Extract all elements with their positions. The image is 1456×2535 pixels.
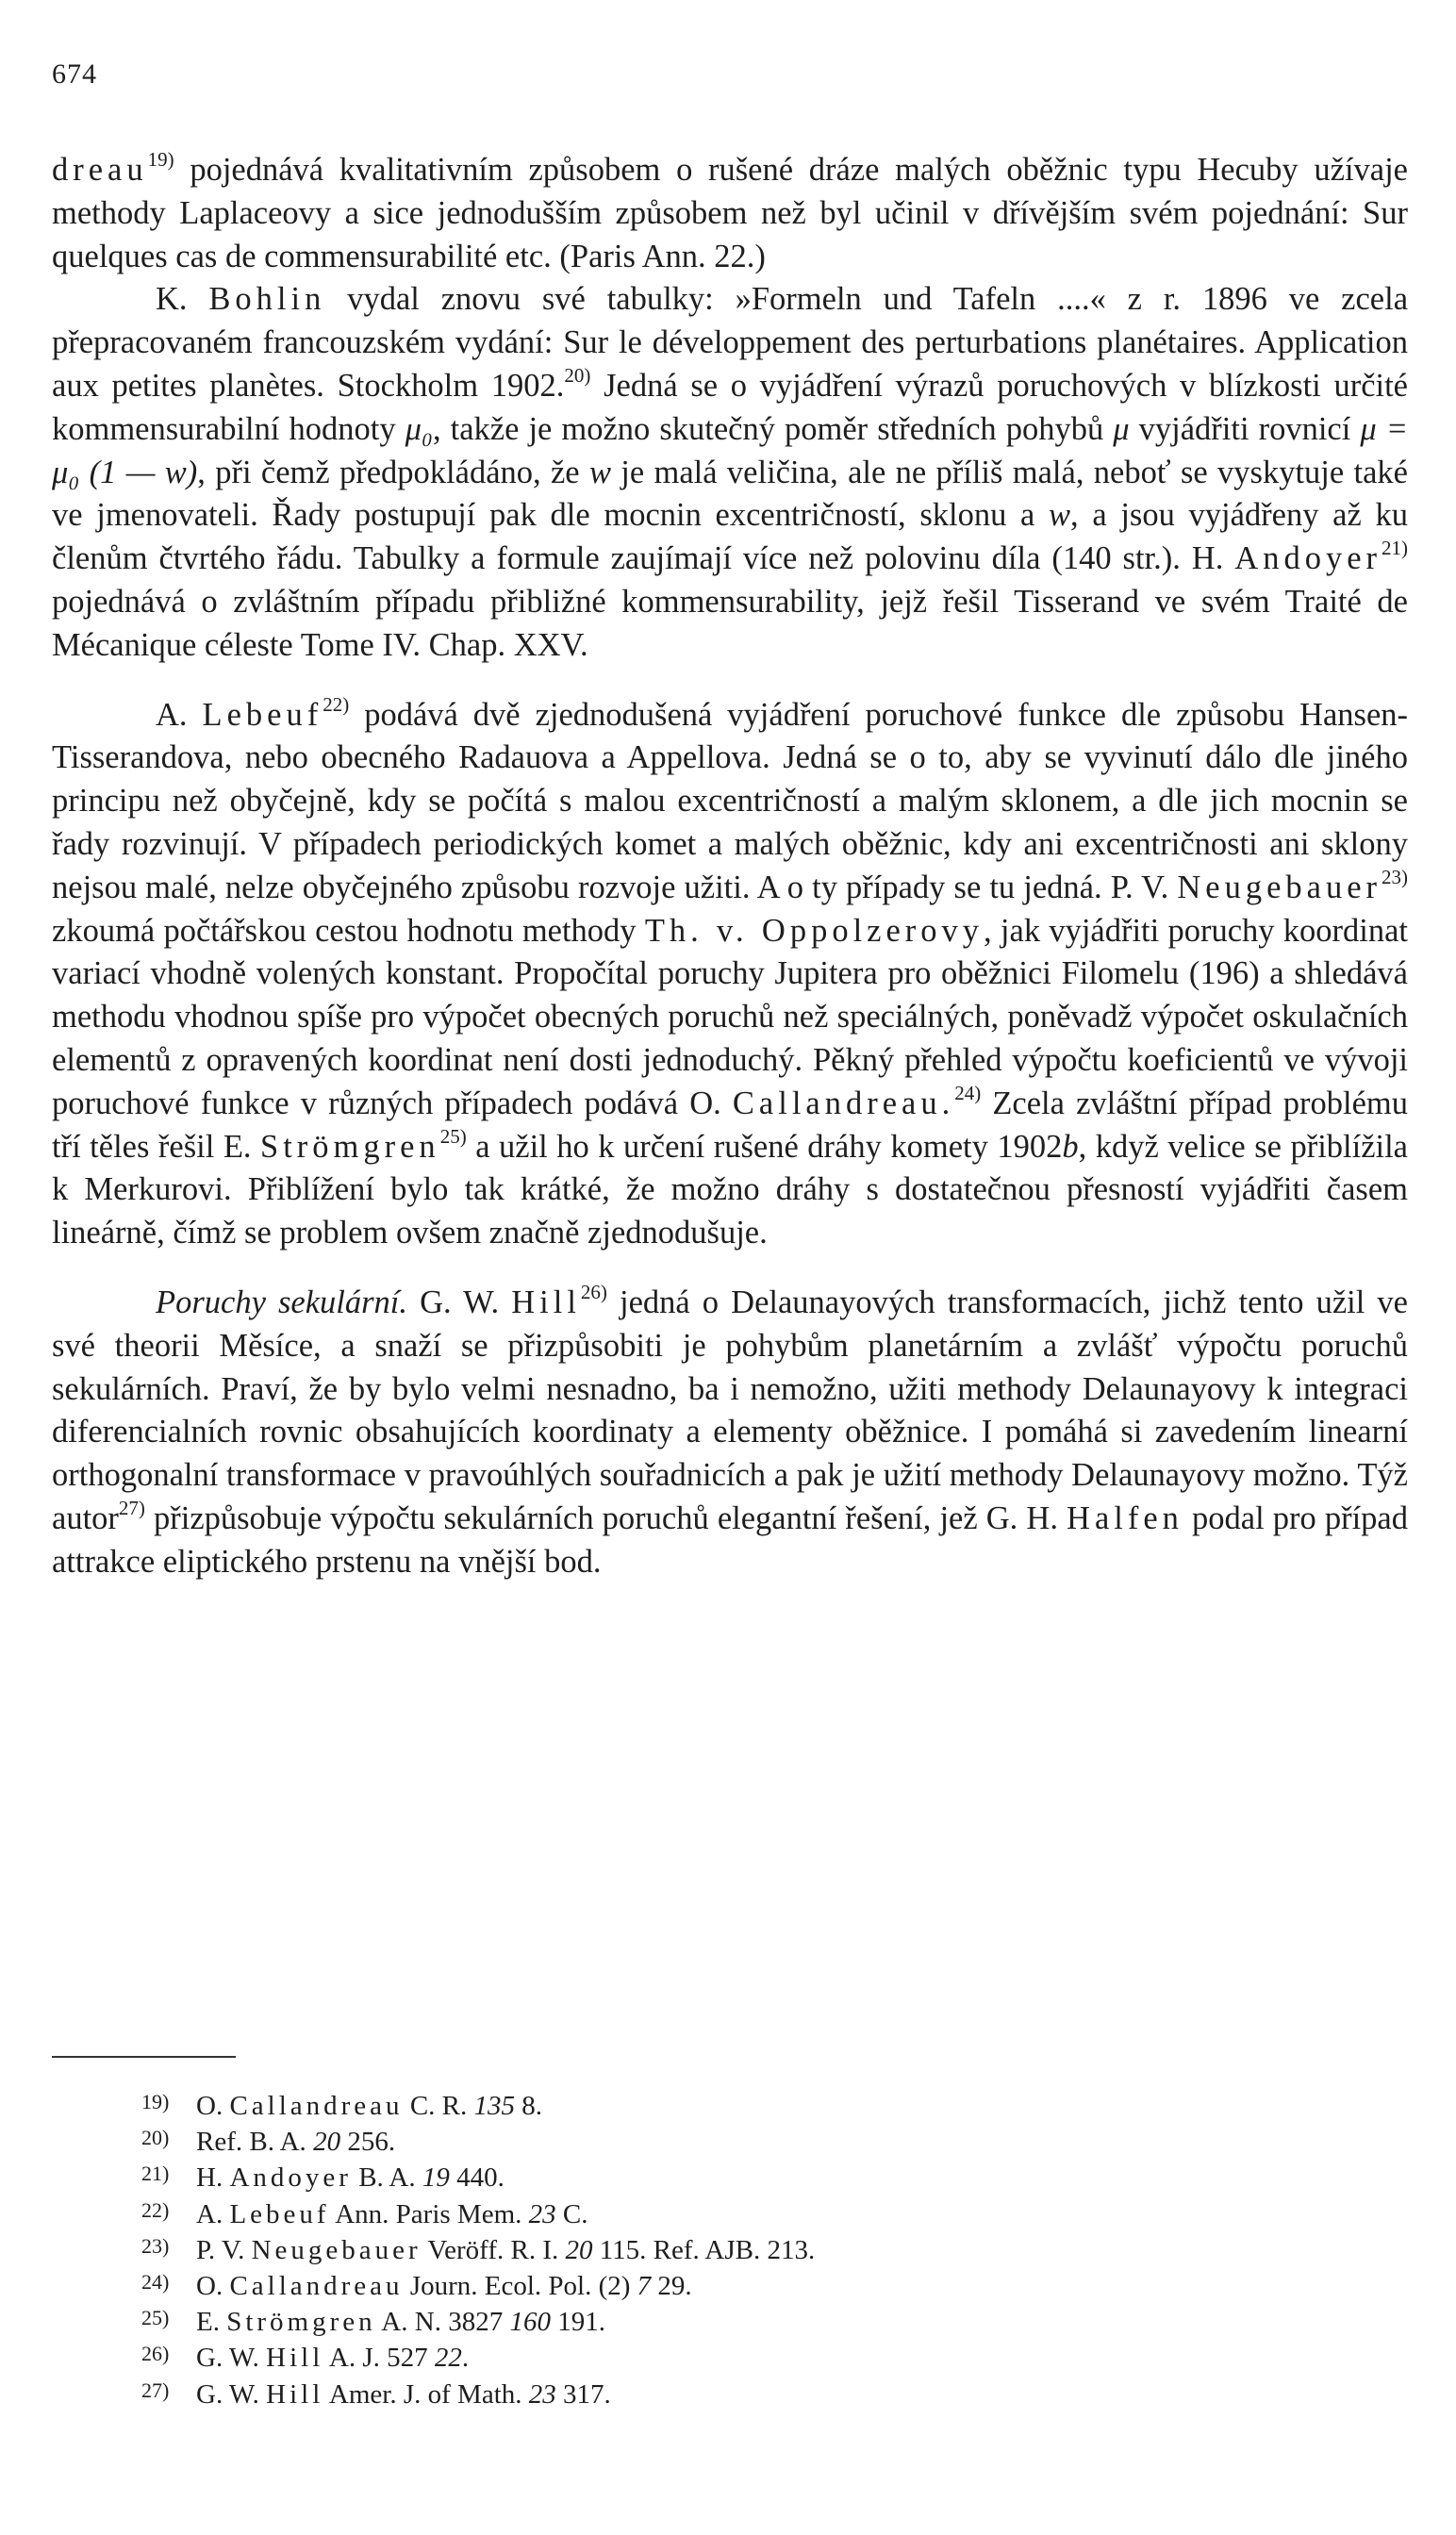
italic-text: 160 — [509, 2307, 551, 2338]
footnote — [141, 2122, 1273, 2158]
text-run: 191. — [550, 2307, 605, 2338]
footnote-mark: 20) — [141, 2126, 170, 2150]
italic-text: 135 — [473, 2091, 515, 2121]
footnote-mark: 23) — [141, 2233, 170, 2258]
text-run: 440. — [449, 2162, 505, 2194]
author-name: Hill — [266, 2378, 324, 2410]
text-run: 115. Ref. AJB. 213. — [592, 2234, 816, 2265]
footnote — [141, 2086, 1273, 2122]
author-name: Th. v. Oppolzerovy — [644, 912, 984, 949]
text-run: A. — [196, 2198, 230, 2229]
paragraph — [52, 278, 1408, 667]
text-run: , když velice se přiblížila k Merkurovi. Přiblížení bylo tak krátké, že možno dráhy s dostatečnou přesností vyjádřiti časem lineárně, čímž se problem ovšem značně zjednodušuje. — [52, 1128, 1408, 1251]
text-run: 29. — [651, 2271, 692, 2302]
text-run: 256. — [340, 2127, 396, 2158]
text-run: Journ. Ecol. Pol. (2) — [403, 2271, 637, 2302]
text-run: pojednává o zvláštním případu přibližné kommensurability, jejž řešil Tisserand ve svém Traité de Mécanique céleste Tome IV. Chap. XXV. — [52, 583, 1408, 663]
text-run: vydal znovu své tabulky: »Formeln und Tafeln ....« z r. 1896 ve zcela přepracovaném francouzském vydání: Sur le développement des perturbations planétaires. Application aux petites planètes. Stockholm 1902. — [52, 281, 1409, 404]
text-run: O. — [196, 2271, 230, 2302]
footnote-divider — [52, 2056, 236, 2058]
text-run: B. A. — [351, 2162, 422, 2194]
paragraph — [52, 694, 1408, 1255]
text-run: Amer. J. of Math. — [323, 2378, 529, 2410]
italic-text: 22 — [434, 2343, 462, 2374]
footnote-mark: 26) — [141, 2342, 170, 2366]
author-name: Strömgren — [226, 2307, 376, 2338]
text-run: podal pro případ attrakce eliptického prstenu na vnější bod. — [52, 1499, 1408, 1580]
text-run: Jedná se o vyjádření výrazů poruchových v blízkosti určité kommensurabilní hodnoty — [52, 367, 1408, 447]
footnote-mark: 19) — [141, 2090, 170, 2113]
text-run: vyjádřiti rovnicí — [1129, 410, 1361, 447]
footnote-mark: 25) — [141, 2306, 170, 2330]
text-run: podává dvě zjednodušená vyjádření poruchové funkce dle způsobu Hansen-Tisserandova, nebo obecného Radauova a Appellova. Jedná se o to, aby se vyvinutí dálo dle jiného principu než obyčejně, kdy se počítá s malou excentričností a malým sklonem, a dle jich mocnin se řady rozvinují. V případech periodických komet a malých oběžnic, kdy ani excentričnosti ani sklony nejsou malé, nelze obyčejného způsobu rozvoje užiti. A o ty případy se tu jedná. P. V. — [52, 696, 1408, 905]
text-run: A. J. 527 — [323, 2343, 435, 2374]
author-name: Halfen — [1067, 1499, 1183, 1536]
text-run: je malá veličina, ale ne příliš malá, neboť se vyskytuje také ve jmenovateli. Řady postupují pak dle mocnin excentričností, sklonu a — [52, 454, 1408, 534]
text-run: C. — [555, 2198, 588, 2229]
italic-text: μ₀ — [405, 410, 433, 447]
italic-text: 23 — [528, 2378, 556, 2410]
italic-text: b — [1062, 1128, 1079, 1165]
italic-text: w — [588, 454, 611, 490]
text-run: K. — [156, 281, 209, 318]
paragraph — [52, 1282, 1408, 1584]
footnote-ref: 25) — [439, 1124, 467, 1148]
author-name: Andoyer — [1234, 540, 1382, 577]
author-name: Strömgren — [260, 1128, 440, 1165]
footnote-mark: 22) — [141, 2197, 170, 2222]
author-name: Callandreau — [229, 2271, 404, 2302]
text-run: A. — [156, 696, 203, 733]
text-run: , takže je možno skutečný poměr středních pohybů — [432, 410, 1114, 447]
text-run: 317. — [555, 2378, 611, 2410]
text-run: E. — [196, 2307, 227, 2338]
footnote — [141, 2230, 1273, 2266]
text-run: zkoumá počtářskou cestou hodnotu methody — [52, 912, 645, 949]
footnote-mark: 24) — [141, 2270, 170, 2295]
author-name: Callandreau. — [732, 1085, 955, 1121]
text-run: jedná o Delaunayových transformacích, jichž tento užil ve své theorii Měsíce, a snaží se přizpůsobiti je pohybům planetárním a zvlášť výpočtu poruchů sekulárních. Praví, že by bylo velmi nesnadno, ba i nemožno, užiti methody Delaunayovy k integraci diferencialních rovnic obsahujících koordinaty a elementy oběžnice. I pomáhá si zavedením linearní orthogonalní transformace v pravoúhlých souřadnicích a pak je užití methody Delaunayovy možno. Týž autor — [52, 1284, 1408, 1536]
footnote-ref: 23) — [1382, 865, 1408, 888]
text-run: Zcela zvláštní případ problému tří těles řešil E. — [52, 1085, 1408, 1165]
text-run: Veröff. R. I. — [421, 2234, 566, 2265]
footnote — [141, 2375, 1273, 2411]
footnote-ref: 24) — [954, 1081, 982, 1104]
text-run: , a jsou vyjádřeny až ku členům čtvrtého řádu. Tabulky a formule zaujímají více než polovinu díla (140 str.). H. — [52, 497, 1408, 577]
author-name: dreau — [52, 152, 148, 188]
footnote-mark: 21) — [141, 2162, 170, 2186]
author-name: Hill — [266, 2343, 324, 2374]
italic-text: w — [1049, 497, 1071, 534]
footnote — [141, 2158, 1273, 2194]
page-number: 674 — [52, 58, 97, 90]
italic-text: 19 — [422, 2162, 450, 2194]
author-name: Neugebauer — [251, 2234, 422, 2265]
italic-text: Poruchy sekulární. — [156, 1284, 407, 1320]
footnote-ref: 27) — [118, 1496, 145, 1519]
footnote-ref: 21) — [1382, 537, 1408, 560]
author-name: Bohlin — [208, 281, 326, 318]
footnotes — [141, 2086, 1273, 2411]
text-run: O. — [196, 2091, 230, 2121]
body-text — [52, 149, 1408, 1584]
footnote — [141, 2195, 1273, 2230]
text-run: Ref. B. A. — [196, 2127, 314, 2158]
author-name: Hill — [511, 1284, 581, 1320]
text-run: přizpůsobuje výpočtu sekulárních poruchů elegantní řešení, jež G. H. — [144, 1499, 1067, 1536]
footnote — [141, 2338, 1273, 2374]
text-run: 8. — [515, 2091, 542, 2121]
author-name: Lebeuf — [229, 2198, 330, 2229]
italic-text: 23 — [528, 2198, 556, 2229]
text-run: Ann. Paris Mem. — [329, 2198, 529, 2229]
italic-text: μ — [1113, 410, 1130, 447]
footnote-ref: 20) — [564, 363, 591, 387]
text-run: pojednává kvalitativním způsobem o rušené dráze malých oběžnic typu Hecuby užívaje methody Laplaceovy a sice jednodušším způsobem než byl učinil v dřívějším svém pojednání: Sur quelques cas de commensurabilité etc. (Paris Ann. 22.) — [52, 152, 1408, 274]
italic-text: μ = μ₀ (1 — w) — [52, 410, 1408, 490]
footnote — [141, 2302, 1273, 2338]
author-name: Callandreau — [229, 2091, 404, 2121]
text-run: . — [461, 2343, 470, 2374]
paragraph — [52, 149, 1408, 278]
text-run: G. W. — [196, 2343, 267, 2374]
text-run: a užil ho k určení rušené dráhy komety 1902 — [466, 1128, 1063, 1165]
author-name: Andoyer — [229, 2162, 352, 2194]
italic-text: 20 — [565, 2234, 593, 2265]
italic-text: 7 — [637, 2271, 652, 2302]
text-run: , jak vyjádřiti poruchy koordinat variací vhodně volených konstant. Propočítal poruchy Jupitera pro oběžnici Filomelu (196) a shledává methodu vhodnou spíše pro výpočet obecných poruchů než speciálných, poněvadž výpočet oskulačních elementů z opravených koordinat není dosti jednoduchý. Pěkný přehled výpočtu koeficientů ve vývoji poruchové funkce v různých případech podává O. — [52, 912, 1409, 1121]
text-run: P. V. — [196, 2234, 252, 2265]
footnote-ref: 26) — [580, 1280, 607, 1303]
footnote-ref: 22) — [323, 692, 350, 716]
text-run: A. N. 3827 — [375, 2307, 510, 2338]
footnote — [141, 2266, 1273, 2302]
footnote-mark: 27) — [141, 2378, 170, 2402]
author-name: Neugebauer — [1177, 869, 1382, 905]
text-run: , při čemž předpokládáno, že — [197, 454, 589, 490]
footnote-ref: 19) — [147, 148, 174, 171]
text-run: C. R. — [403, 2091, 474, 2121]
text-run: H. — [196, 2162, 230, 2194]
author-name: Lebeuf — [202, 696, 323, 733]
italic-text: 20 — [313, 2127, 341, 2158]
text-run: G. W. — [196, 2378, 267, 2410]
text-run: G. W. — [407, 1284, 512, 1320]
